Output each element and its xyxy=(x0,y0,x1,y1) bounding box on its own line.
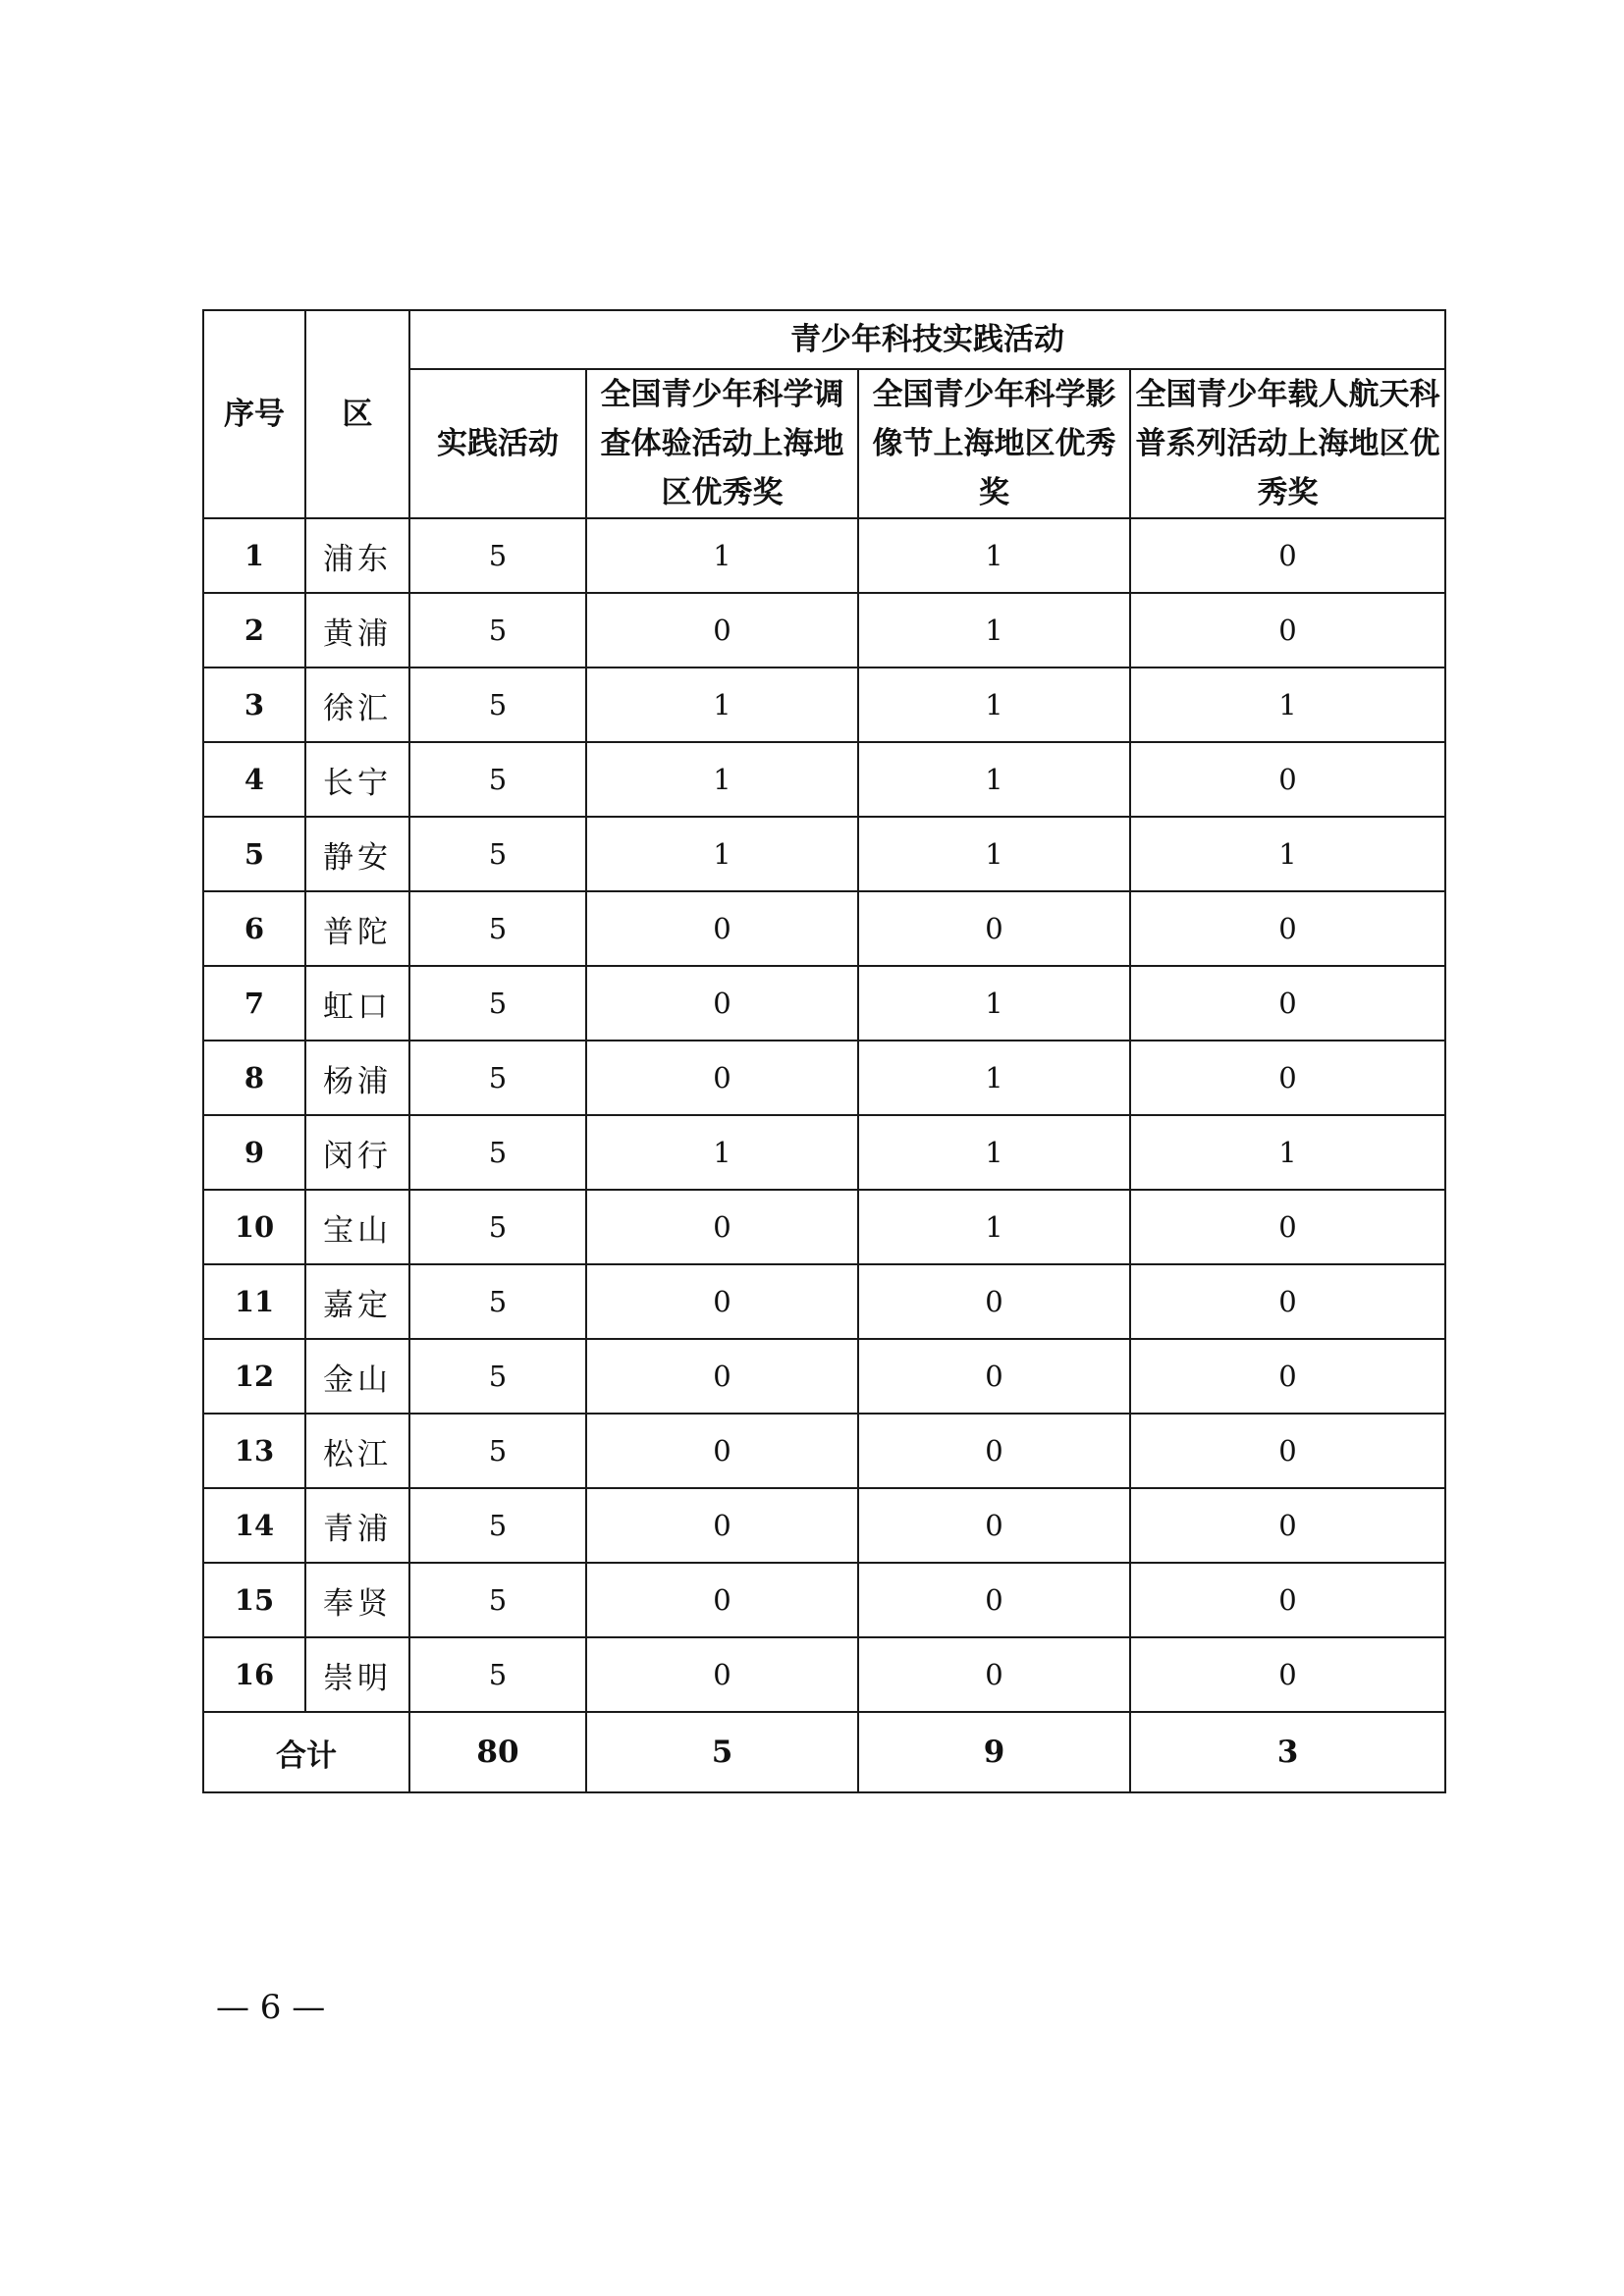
row-practice: 5 xyxy=(409,1637,586,1712)
row-district: 杨浦 xyxy=(305,1041,409,1115)
row-film-award: 1 xyxy=(858,667,1130,742)
row-seq: 4 xyxy=(203,742,305,817)
row-space-award: 0 xyxy=(1130,891,1445,966)
table-row xyxy=(203,1264,1445,1339)
row-survey-award: 0 xyxy=(586,891,858,966)
total-space-award: 3 xyxy=(1130,1712,1445,1792)
row-practice: 5 xyxy=(409,1414,586,1488)
row-survey-award: 0 xyxy=(586,1041,858,1115)
row-practice: 5 xyxy=(409,891,586,966)
row-survey-award: 0 xyxy=(586,1637,858,1712)
row-space-award: 1 xyxy=(1130,667,1445,742)
row-seq: 12 xyxy=(203,1339,305,1414)
table-row xyxy=(203,966,1445,1041)
row-space-award: 1 xyxy=(1130,1115,1445,1190)
header-col-film-award: 全国青少年科学影像节上海地区优秀奖 xyxy=(858,369,1130,518)
row-survey-award: 1 xyxy=(586,742,858,817)
row-practice: 5 xyxy=(409,817,586,891)
row-seq: 7 xyxy=(203,966,305,1041)
row-practice: 5 xyxy=(409,667,586,742)
row-film-award: 1 xyxy=(858,742,1130,817)
row-space-award: 0 xyxy=(1130,1190,1445,1264)
total-practice: 80 xyxy=(409,1712,586,1792)
row-seq: 5 xyxy=(203,817,305,891)
row-survey-award: 1 xyxy=(586,1115,858,1190)
row-space-award: 0 xyxy=(1130,593,1445,667)
row-film-award: 0 xyxy=(858,891,1130,966)
row-district: 徐汇 xyxy=(305,667,409,742)
row-practice: 5 xyxy=(409,1488,586,1563)
row-film-award: 1 xyxy=(858,966,1130,1041)
table-row xyxy=(203,891,1445,966)
row-practice: 5 xyxy=(409,742,586,817)
row-film-award: 1 xyxy=(858,1115,1130,1190)
row-space-award: 1 xyxy=(1130,817,1445,891)
header-col-space-award: 全国青少年载人航天科普系列活动上海地区优秀奖 xyxy=(1130,369,1445,518)
row-seq: 16 xyxy=(203,1637,305,1712)
row-film-award: 0 xyxy=(858,1414,1130,1488)
row-space-award: 0 xyxy=(1130,1637,1445,1712)
table-body xyxy=(203,518,1445,1712)
table-row xyxy=(203,1115,1445,1190)
row-survey-award: 0 xyxy=(586,1339,858,1414)
row-district: 崇明 xyxy=(305,1637,409,1712)
table-row xyxy=(203,817,1445,891)
header-col-survey-award: 全国青少年科学调查体验活动上海地区优秀奖 xyxy=(586,369,858,518)
row-practice: 5 xyxy=(409,1264,586,1339)
total-film-award: 9 xyxy=(858,1712,1130,1792)
row-seq: 9 xyxy=(203,1115,305,1190)
row-district: 静安 xyxy=(305,817,409,891)
table-row xyxy=(203,1041,1445,1115)
row-practice: 5 xyxy=(409,1190,586,1264)
row-district: 浦东 xyxy=(305,518,409,593)
row-space-award: 0 xyxy=(1130,1041,1445,1115)
award-table xyxy=(202,309,1446,1793)
row-district: 奉贤 xyxy=(305,1563,409,1637)
row-survey-award: 0 xyxy=(586,1414,858,1488)
table-row xyxy=(203,1563,1445,1637)
row-district: 嘉定 xyxy=(305,1264,409,1339)
row-film-award: 0 xyxy=(858,1563,1130,1637)
row-film-award: 1 xyxy=(858,518,1130,593)
row-film-award: 1 xyxy=(858,593,1130,667)
total-label: 合计 xyxy=(203,1712,409,1792)
row-survey-award: 0 xyxy=(586,1563,858,1637)
row-practice: 5 xyxy=(409,1041,586,1115)
row-survey-award: 1 xyxy=(586,667,858,742)
header-district: 区 xyxy=(305,310,409,518)
row-film-award: 0 xyxy=(858,1488,1130,1563)
header-group: 青少年科技实践活动 xyxy=(409,310,1445,369)
row-district: 虹口 xyxy=(305,966,409,1041)
row-seq: 1 xyxy=(203,518,305,593)
row-seq: 6 xyxy=(203,891,305,966)
row-district: 松江 xyxy=(305,1414,409,1488)
row-district: 宝山 xyxy=(305,1190,409,1264)
row-practice: 5 xyxy=(409,518,586,593)
table-row xyxy=(203,1637,1445,1712)
row-district: 金山 xyxy=(305,1339,409,1414)
row-film-award: 0 xyxy=(858,1264,1130,1339)
table-row xyxy=(203,1190,1445,1264)
row-practice: 5 xyxy=(409,593,586,667)
row-practice: 5 xyxy=(409,1339,586,1414)
row-district: 普陀 xyxy=(305,891,409,966)
row-practice: 5 xyxy=(409,1563,586,1637)
row-seq: 2 xyxy=(203,593,305,667)
row-survey-award: 0 xyxy=(586,1264,858,1339)
total-survey-award: 5 xyxy=(586,1712,858,1792)
row-film-award: 0 xyxy=(858,1637,1130,1712)
header-col-practice: 实践活动 xyxy=(409,369,586,518)
row-seq: 13 xyxy=(203,1414,305,1488)
row-seq: 15 xyxy=(203,1563,305,1637)
row-seq: 14 xyxy=(203,1488,305,1563)
row-district: 闵行 xyxy=(305,1115,409,1190)
row-film-award: 1 xyxy=(858,1041,1130,1115)
row-practice: 5 xyxy=(409,966,586,1041)
row-space-award: 0 xyxy=(1130,966,1445,1041)
header-seq: 序号 xyxy=(203,310,305,518)
row-seq: 10 xyxy=(203,1190,305,1264)
row-survey-award: 0 xyxy=(586,593,858,667)
row-film-award: 1 xyxy=(858,1190,1130,1264)
row-survey-award: 0 xyxy=(586,1488,858,1563)
table-row xyxy=(203,593,1445,667)
row-film-award: 1 xyxy=(858,817,1130,891)
table-row xyxy=(203,742,1445,817)
table-row xyxy=(203,1488,1445,1563)
row-survey-award: 1 xyxy=(586,518,858,593)
row-space-award: 0 xyxy=(1130,742,1445,817)
page-number: — 6 — xyxy=(216,1988,326,2027)
row-seq: 11 xyxy=(203,1264,305,1339)
row-space-award: 0 xyxy=(1130,1264,1445,1339)
row-practice: 5 xyxy=(409,1115,586,1190)
row-space-award: 0 xyxy=(1130,518,1445,593)
table-row xyxy=(203,518,1445,593)
row-seq: 8 xyxy=(203,1041,305,1115)
row-seq: 3 xyxy=(203,667,305,742)
row-survey-award: 0 xyxy=(586,1190,858,1264)
row-space-award: 0 xyxy=(1130,1414,1445,1488)
row-space-award: 0 xyxy=(1130,1339,1445,1414)
table-row xyxy=(203,1339,1445,1414)
row-district: 黄浦 xyxy=(305,593,409,667)
row-space-award: 0 xyxy=(1130,1563,1445,1637)
table-row xyxy=(203,667,1445,742)
row-survey-award: 1 xyxy=(586,817,858,891)
row-film-award: 0 xyxy=(858,1339,1130,1414)
total-row xyxy=(203,1712,1445,1792)
row-space-award: 0 xyxy=(1130,1488,1445,1563)
row-district: 青浦 xyxy=(305,1488,409,1563)
row-district: 长宁 xyxy=(305,742,409,817)
table-row xyxy=(203,1414,1445,1488)
row-survey-award: 0 xyxy=(586,966,858,1041)
